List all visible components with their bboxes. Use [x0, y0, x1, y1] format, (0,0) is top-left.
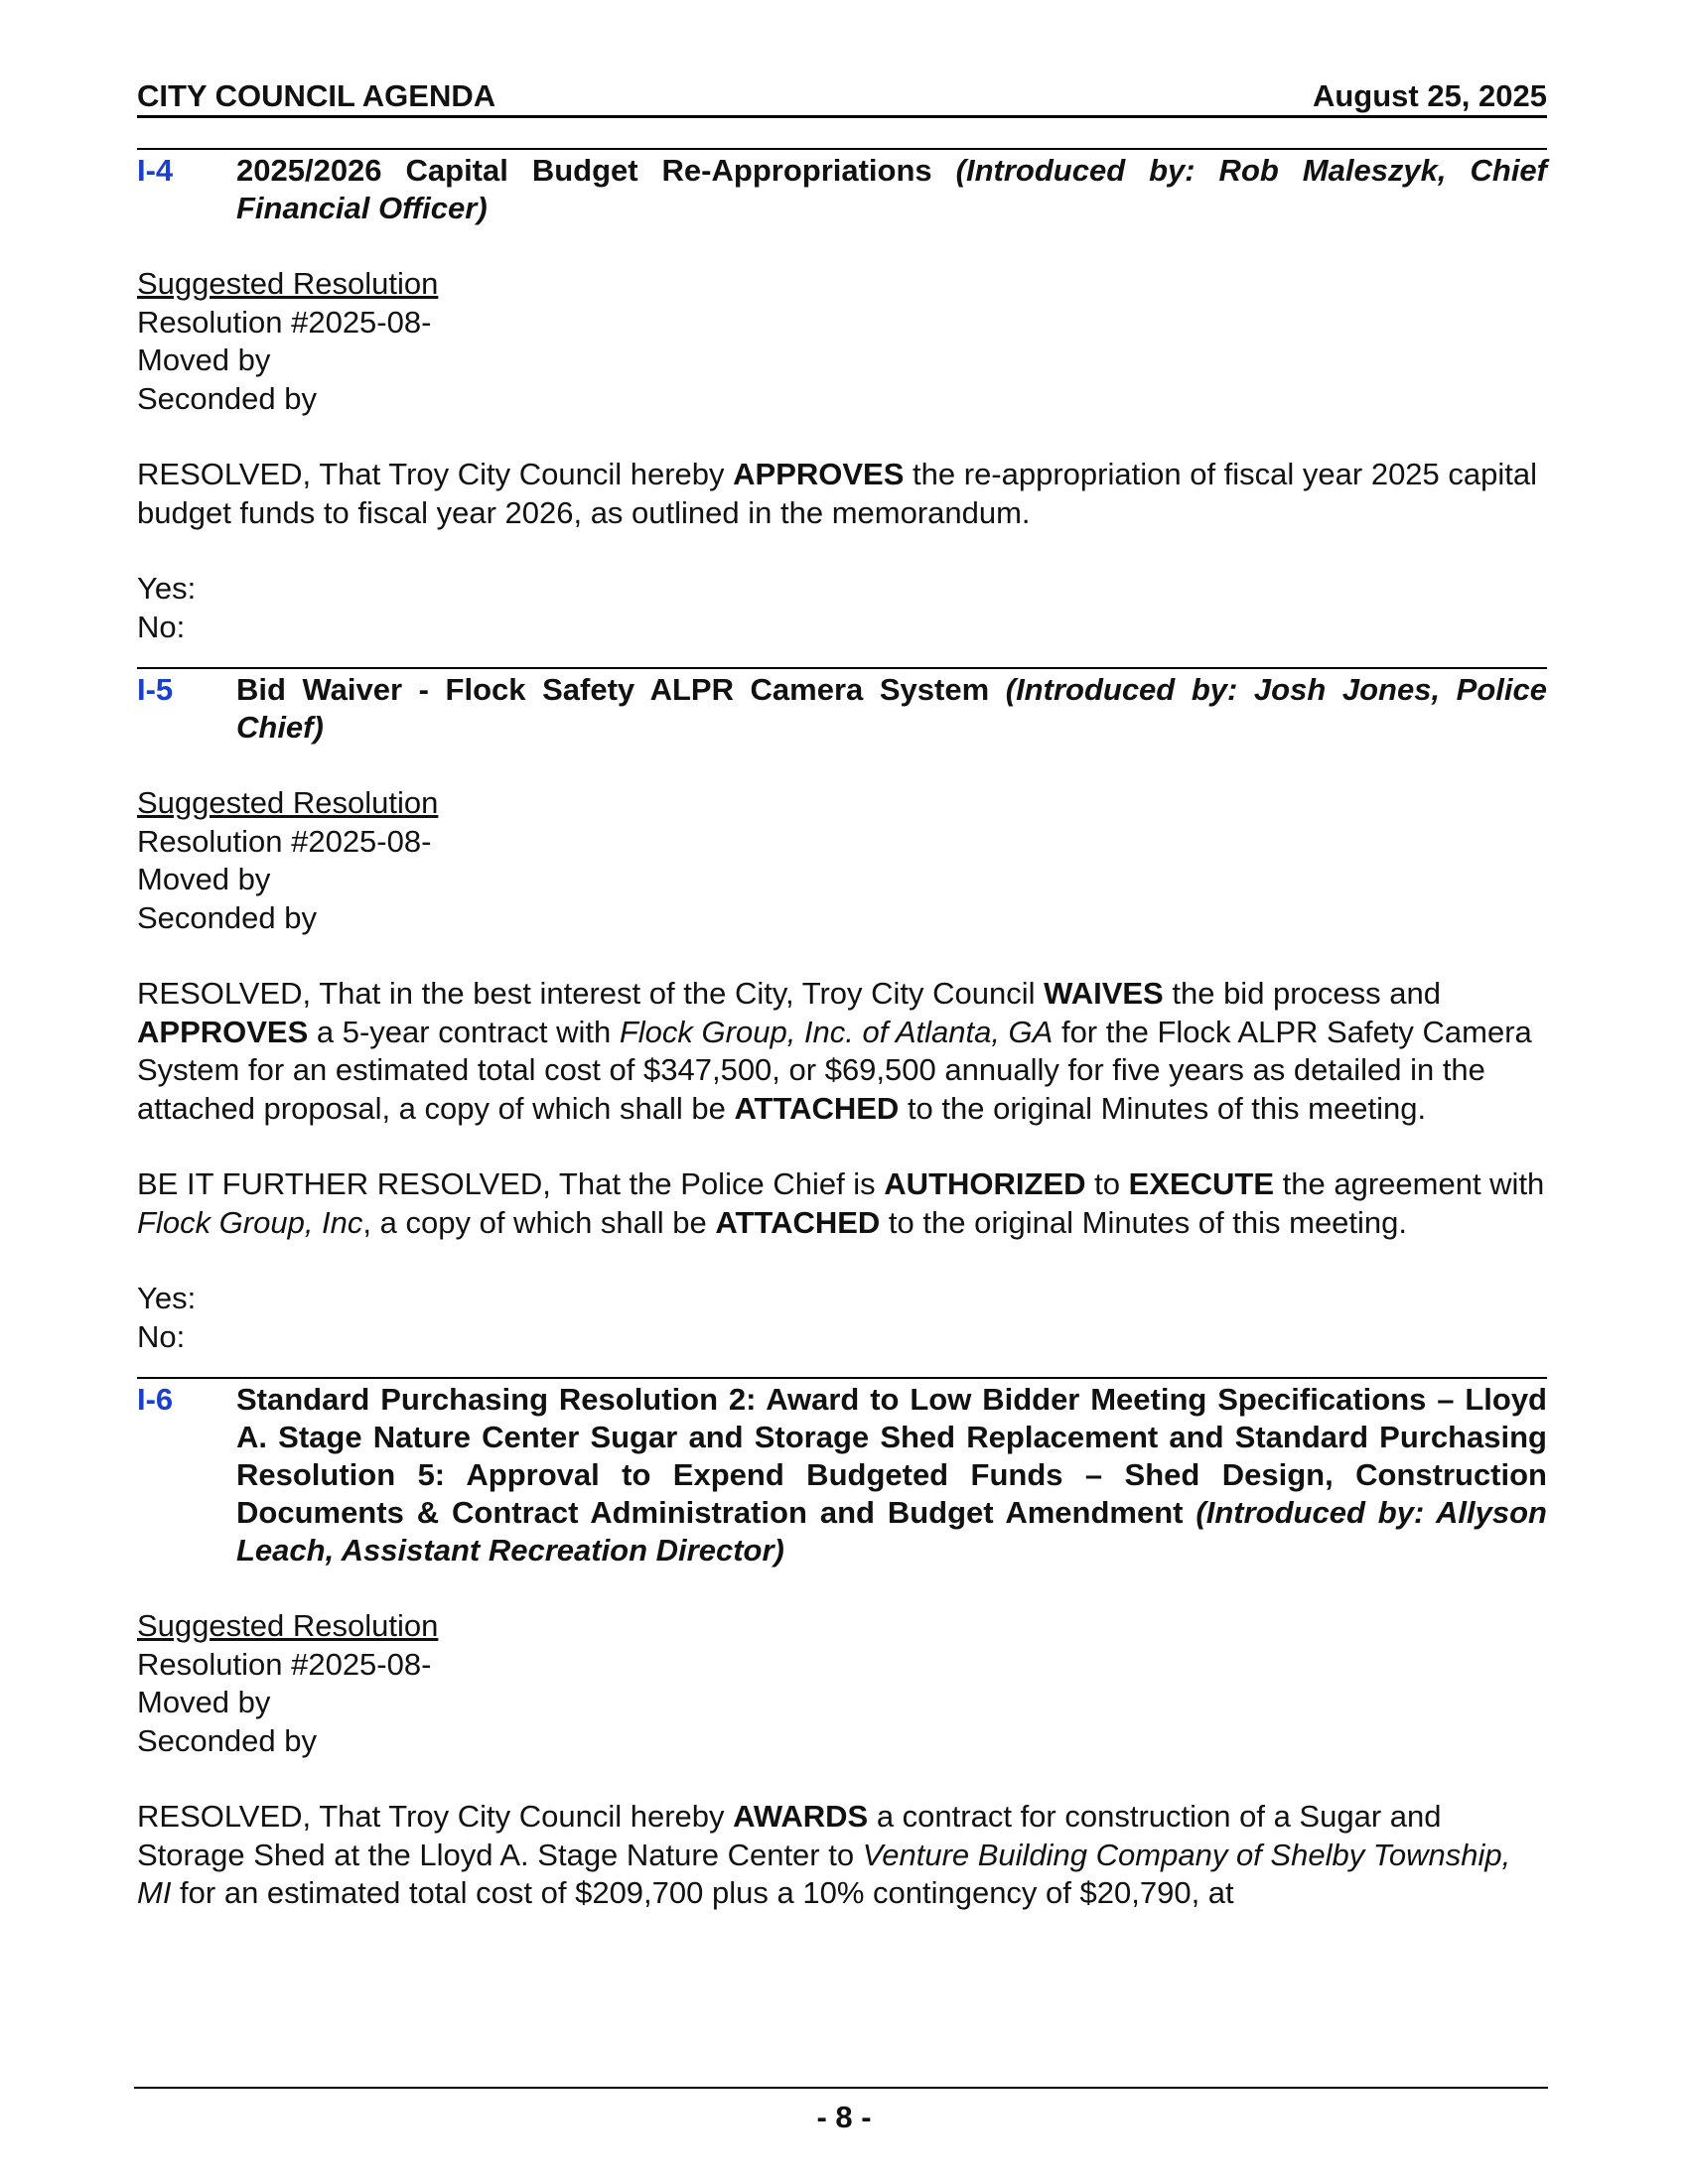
item-body: [137, 265, 1547, 646]
resolution-number: Resolution #2025-08-: [137, 823, 432, 859]
page-number: - 8 -: [816, 2100, 872, 2134]
item-introduced-by: (Introduced by: Josh Jones, Police Chief): [236, 672, 1547, 745]
text-run: to the original Minutes of this meeting.: [899, 1090, 1427, 1126]
agenda-item-i5: [137, 667, 1547, 1356]
text-run-bold: APPROVES: [733, 457, 905, 491]
item-body: [137, 784, 1547, 1356]
item-title-text: Bid Waiver - Flock Safety ALPR Camera System: [236, 672, 990, 707]
text-run: a contract for construction of a Sugar and Storage Shed at the Lloyd A. Stage Nature Center to: [137, 1799, 1442, 1872]
text-run: for the Flock ALPR Safety Camera System for an estimated total cost of $347,500, or $69,500 annually for five years as detailed in the attached proposal, a copy of which shall be: [137, 1014, 1532, 1126]
item-body: [137, 1607, 1547, 1913]
page-header: [137, 77, 1547, 118]
suggested-resolution-label: Suggested Resolution: [137, 1608, 439, 1643]
text-run: the agreement with: [1274, 1166, 1545, 1201]
agenda-item-i4: [137, 148, 1547, 646]
moved-by: Moved by: [137, 1685, 271, 1719]
resolution-number: Resolution #2025-08-: [137, 304, 432, 340]
agenda-item-i6: [137, 1377, 1547, 1913]
item-heading: [137, 150, 1547, 227]
item-number[interactable]: I-5: [137, 672, 174, 707]
text-run: for an estimated total cost of $209,700 plus a 10% contingency of $20,790, at: [171, 1875, 1234, 1910]
item-introduced-by: (Introduced by: Rob Maleszyk, Chief Financial Officer): [236, 153, 1547, 225]
item-title: [236, 671, 1547, 747]
further-resolution-text: [137, 1165, 1547, 1242]
moved-by: Moved by: [137, 862, 271, 896]
text-run-italic: Flock Group, Inc: [137, 1204, 363, 1240]
item-introduced-by: (Introduced by: Allyson Leach, Assistant Recreation Director): [236, 1495, 1547, 1568]
resolution-number: Resolution #2025-08-: [137, 1646, 432, 1682]
item-title: [236, 1381, 1547, 1570]
text-run: , a copy of which shall be: [362, 1204, 716, 1240]
text-run-bold: WAIVES: [1044, 976, 1164, 1011]
seconded-by: Seconded by: [137, 899, 317, 935]
text-run: RESOLVED, That Troy City Council hereby: [137, 457, 734, 491]
seconded-by: Seconded by: [137, 380, 317, 416]
text-run: RESOLVED, That in the best interest of the City, Troy City Council: [137, 976, 1045, 1011]
item-heading: [137, 669, 1547, 747]
text-run-italic: Venture Building Company of Shelby Township, MI: [137, 1837, 1511, 1910]
item-number[interactable]: I-4: [137, 153, 174, 188]
item-heading: [137, 1379, 1547, 1570]
agenda-page: [137, 77, 1547, 1913]
resolution-text: [137, 1798, 1547, 1913]
item-title-text: 2025/2026 Capital Budget Re-Appropriations: [236, 153, 932, 188]
header-date: August 25, 2025: [1312, 78, 1547, 113]
vote-no: No:: [137, 1318, 186, 1354]
text-run: the bid process and: [1163, 976, 1441, 1011]
suggested-resolution-label: Suggested Resolution: [137, 785, 439, 820]
vote-no: No:: [137, 609, 186, 644]
text-run: RESOLVED, That Troy City Council hereby: [137, 1799, 734, 1834]
text-run: BE IT FURTHER RESOLVED, That the Police Chief is: [137, 1166, 885, 1201]
item-title-text: Standard Purchasing Resolution 2: Award to Low Bidder Meeting Specifications – Lloyd A. Stage Nature Center Sugar and Storage Shed Replacement and Standard Purchasing Resolution 5: Approval to Expend Budgeted Funds – Shed Design, Construction Documents & Contract Administration and Budget Amendment: [236, 1382, 1547, 1530]
resolution-text: [137, 975, 1547, 1128]
text-run-bold: AUTHORIZED: [884, 1166, 1086, 1201]
text-run-bold: AWARDS: [733, 1799, 869, 1834]
text-run-bold: APPROVES: [137, 1014, 309, 1049]
item-title: [236, 152, 1547, 227]
text-run: the re-appropriation of fiscal year 2025 capital budget funds to fiscal year 2026, as outlined in the memorandum.: [137, 457, 1538, 530]
seconded-by: Seconded by: [137, 1722, 317, 1758]
moved-by: Moved by: [137, 342, 271, 377]
text-run-italic: Flock Group, Inc. of Atlanta, GA: [619, 1014, 1054, 1049]
text-run: to: [1085, 1166, 1129, 1201]
vote-yes: Yes:: [137, 1281, 197, 1315]
header-title: CITY COUNCIL AGENDA: [137, 78, 496, 113]
footer-rule: [134, 2087, 1548, 2089]
text-run-bold: ATTACHED: [715, 1204, 881, 1240]
item-number[interactable]: I-6: [137, 1382, 174, 1417]
resolution-text: [137, 456, 1547, 532]
text-run: a 5-year contract with: [308, 1014, 620, 1049]
suggested-resolution-label: Suggested Resolution: [137, 266, 439, 301]
text-run-bold: EXECUTE: [1128, 1166, 1275, 1201]
text-run: to the original Minutes of this meeting.: [880, 1204, 1408, 1240]
text-run-bold: ATTACHED: [734, 1090, 900, 1126]
vote-yes: Yes:: [137, 571, 197, 606]
